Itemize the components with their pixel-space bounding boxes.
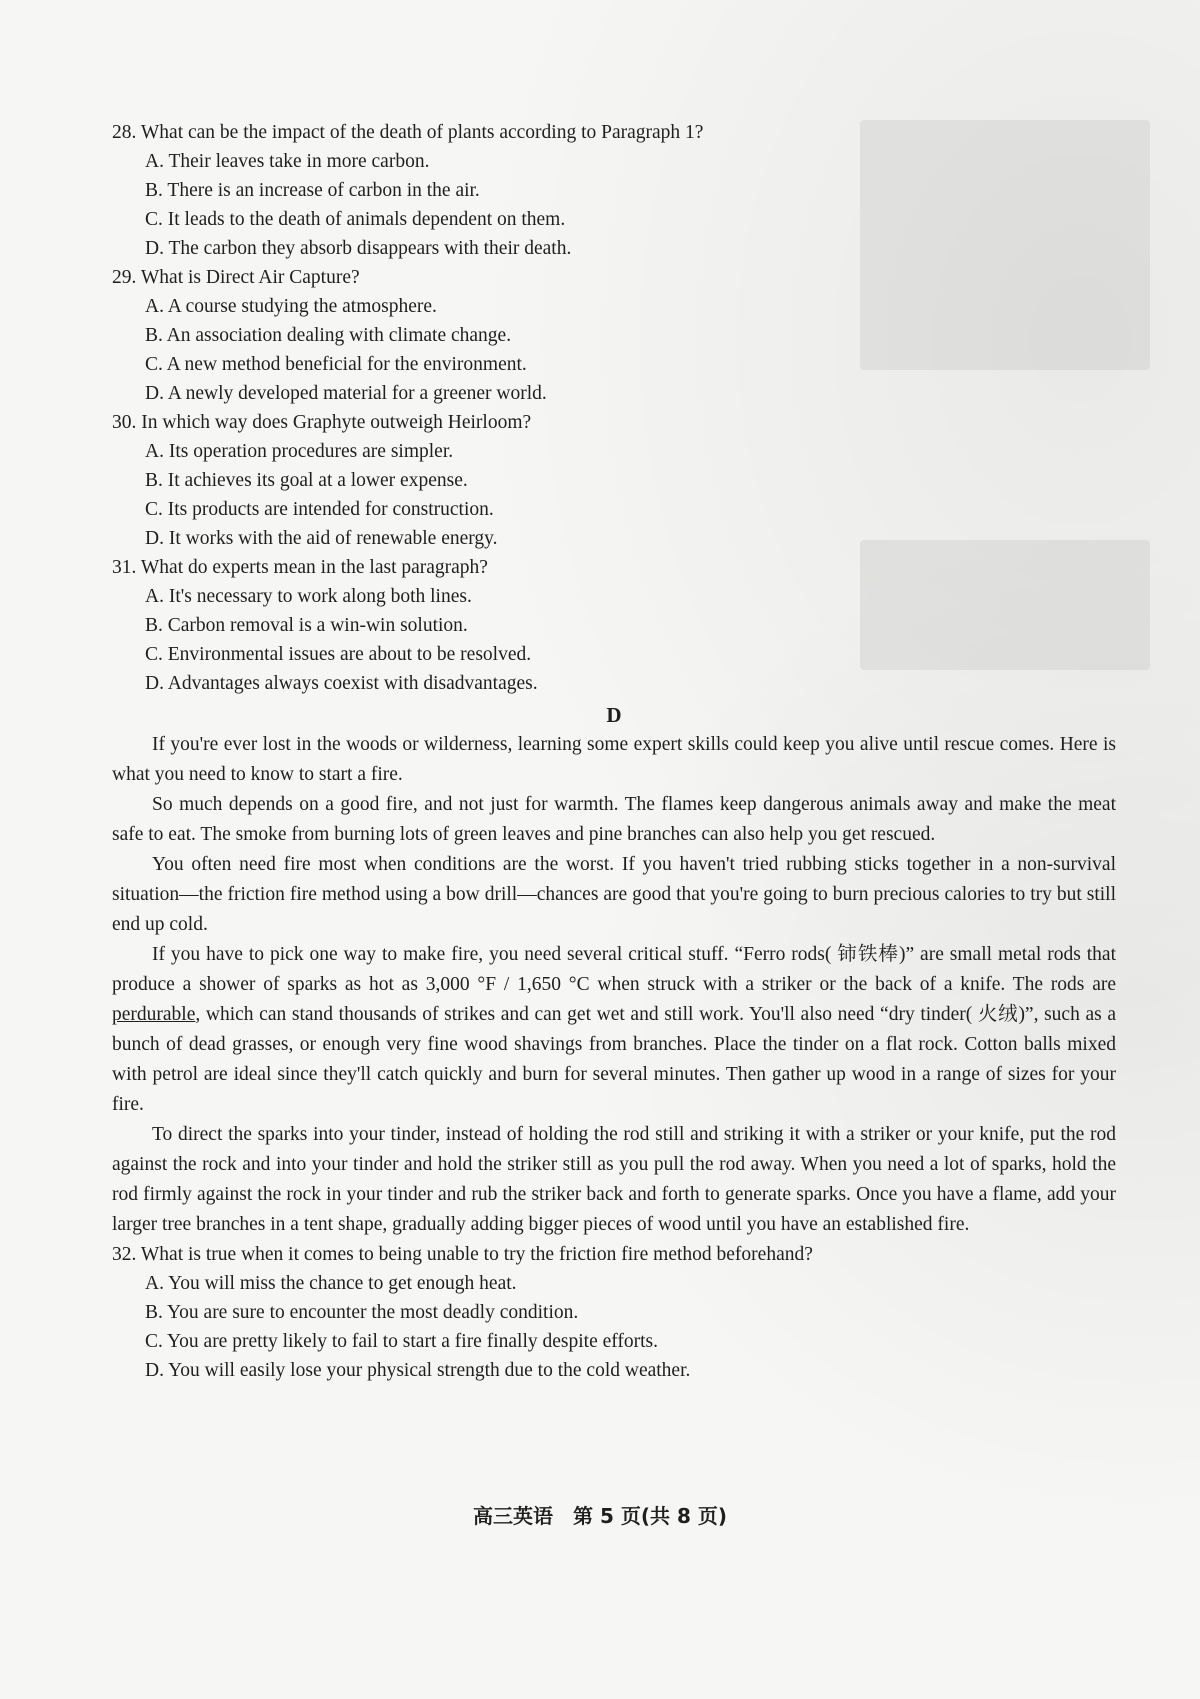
option: A. Their leaves take in more carbon. [145, 151, 430, 172]
question-29 [112, 263, 1116, 408]
question-stem: 31. What do experts mean in the last paragraph? [112, 557, 488, 578]
option: A. A course studying the atmosphere. [145, 296, 437, 317]
option: D. Advantages always coexist with disadvantages. [145, 673, 538, 694]
option: D. You will easily lose your physical strength due to the cold weather. [145, 1360, 691, 1381]
option: D. A newly developed material for a greener world. [145, 383, 547, 404]
paragraph: You often need fire most when conditions are the worst. If you haven't tried rubbing sticks together in a non-survival situation—the friction fire method using a bow drill—chances are good that you're going to burn precious calories to try but still end up cold. [112, 854, 1116, 935]
question-stem: 28. What can be the impact of the death of plants according to Paragraph 1? [112, 122, 704, 143]
question-stem: 29. What is Direct Air Capture? [112, 267, 360, 288]
paragraph-text: , which can stand thousands of strikes and can get wet and still work. You'll also need “dry tinder( 火绒)”, such as a bunch of dead grasses, or enough very fine wood shavings from branches. Place the tinder on a flat rock. Cotton balls mixed with petrol are ideal since they'll catch quickly and burn for several minutes. Then gather up wood in a range of sizes for your fire. [112, 1004, 1116, 1115]
question-32 [112, 1240, 1116, 1385]
question-30 [112, 408, 1116, 553]
option: C. A new method beneficial for the environment. [145, 354, 527, 375]
paragraph: So much depends on a good fire, and not just for warmth. The flames keep dangerous animals away and make the meat safe to eat. The smoke from burning lots of green leaves and pine branches can also help you get rescued. [112, 794, 1116, 845]
option: B. You are sure to encounter the most deadly condition. [145, 1302, 579, 1323]
question-stem: 32. What is true when it comes to being unable to try the friction fire method beforehand? [112, 1244, 813, 1265]
passage-d [112, 730, 1116, 1240]
paragraph-text: If you have to pick one way to make fire, you need several critical stuff. “Ferro rods( 铈铁棒)” are small metal rods that produce a shower of sparks as hot as 3,000 °F / 1,650 °C when struck with a striker or the back of a knife. The rods are [112, 944, 1116, 995]
section-title: D [606, 703, 622, 727]
option: C. Its products are intended for construction. [145, 499, 494, 520]
paragraph [112, 940, 1116, 1120]
question-28 [112, 118, 1116, 263]
option: D. The carbon they absorb disappears with their death. [145, 238, 572, 259]
paragraph: To direct the sparks into your tinder, instead of holding the rod still and striking it with a striker or your knife, put the rod against the rock and into your tinder and hold the striker still as you pull the rod away. When you need a lot of sparks, hold the rod firmly against the rock in your tinder and rub the striker back and forth to generate sparks. Once you have a flame, add your larger tree branches in a tent shape, gradually adding bigger pieces of wood until you have an established fire. [112, 1124, 1116, 1235]
option: B. An association dealing with climate change. [145, 325, 512, 346]
option: C. It leads to the death of animals dependent on them. [145, 209, 566, 230]
option: A. Its operation procedures are simpler. [145, 441, 454, 462]
option: D. It works with the aid of renewable energy. [145, 528, 498, 549]
question-31 [112, 553, 1116, 698]
option: A. It's necessary to work along both lines. [145, 586, 472, 607]
paragraph: If you're ever lost in the woods or wilderness, learning some expert skills could keep you alive until rescue comes. Here is what you need to know to start a fire. [112, 734, 1116, 785]
option: B. Carbon removal is a win-win solution. [145, 615, 468, 636]
question-stem: 30. In which way does Graphyte outweigh Heirloom? [112, 412, 532, 433]
page-footer: 高三英语 第 5 页(共 8 页) [473, 1504, 727, 1528]
option: A. You will miss the chance to get enough heat. [145, 1273, 517, 1294]
page-content [112, 118, 1116, 1385]
option: B. There is an increase of carbon in the air. [145, 180, 480, 201]
option: B. It achieves its goal at a lower expense. [145, 470, 468, 491]
underlined-word: perdurable [112, 1004, 196, 1025]
option: C. You are pretty likely to fail to start a fire finally despite efforts. [145, 1331, 659, 1352]
option: C. Environmental issues are about to be resolved. [145, 644, 532, 665]
